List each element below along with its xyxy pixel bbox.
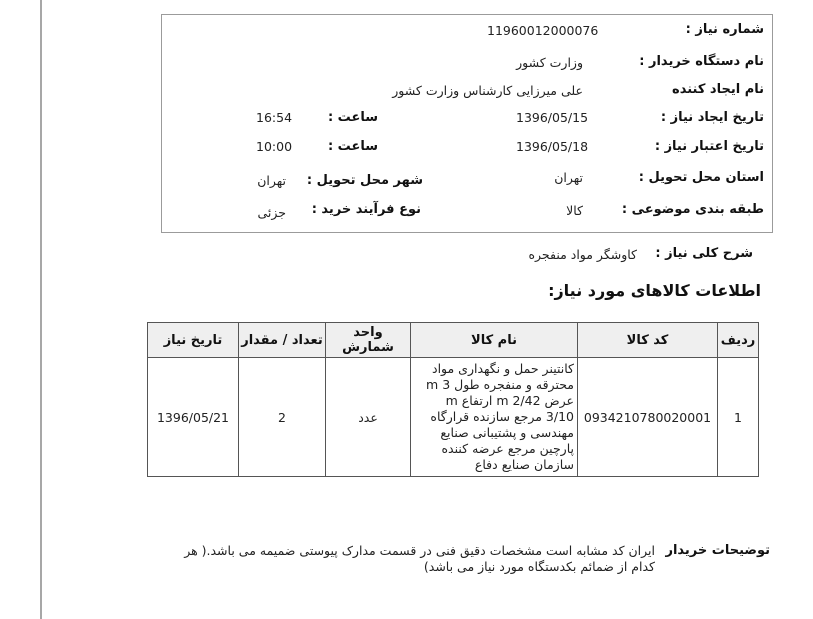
need-number-value: 11960012000076 [487,23,599,38]
create-time-label: ساعت : [327,110,378,125]
valid-time-value: 10:00 [256,139,293,154]
header-item-name: نام کالا [411,323,578,358]
process-value: جزئی [257,205,286,220]
city-label: شهر محل تحویل : [306,173,423,188]
buyer-org-label: نام دستگاه خریدار : [639,54,764,69]
create-date-label: تاریخ ایجاد نیاز : [660,110,764,125]
create-date-value: 1396/05/15 [516,110,589,125]
province-label: استان محل تحویل : [638,170,764,185]
creator-label: نام ایجاد کننده [672,82,764,97]
header-quantity: تعداد / مقدار [239,323,326,358]
items-table-header-row [148,323,759,358]
header-row-number: ردیف [718,323,759,358]
header-need-date: تاریخ نیاز [148,323,239,358]
cell-need-date: 1396/05/21 [148,358,239,477]
valid-time-label: ساعت : [327,139,378,154]
process-label: نوع فرآیند خرید : [311,202,421,217]
page-left-border [40,0,42,619]
create-time-value: 16:54 [256,110,293,125]
category-value: کالا [566,203,583,218]
items-table [147,322,759,477]
buyer-notes-text: ایران کد مشابه است مشخصات دقیق فنی در قسمت مدارک پیوستی ضمیمه می باشد.( هر کدام از ضمائم بکدستگاه مورد نیاز می باشد) [184,543,655,574]
need-number-label: شماره نیاز : [685,22,764,37]
items-section-title: اطلاعات کالاهای مورد نیاز: [548,281,761,300]
table-row [148,358,759,477]
cell-row-number: 1 [718,358,759,477]
cell-quantity: 2 [239,358,326,477]
header-item-code: کد کالا [578,323,718,358]
valid-date-value: 1396/05/18 [516,139,589,154]
cell-item-name: کانتینر حمل و نگهداری مواد محترقه و منفجره طول m 3 عرض m 2/42 ارتفاع m 3/10 مرجع سازنده قرارگاه مهندسی و پشتیبانی صنایع پارچین مرجع عرضه کننده سازمان صنایع دفاع [411,358,578,477]
buyer-org-value: وزارت کشور [516,55,583,70]
valid-date-label: تاریخ اعتبار نیاز : [654,139,764,154]
creator-value: علی میرزایی کارشناس وزارت کشور [392,83,583,98]
province-value: تهران [554,170,583,185]
cell-item-code: 0934210780020001 [578,358,718,477]
cell-unit: عدد [326,358,411,477]
buyer-notes-label: توضیحات خریدار [665,543,770,558]
summary-value: کاوشگر مواد منفجره [528,247,637,262]
header-unit: واحد شمارش [326,323,411,358]
summary-label: شرح کلی نیاز : [655,246,753,261]
city-value: تهران [257,173,286,188]
category-label: طبقه بندی موضوعی : [621,202,764,217]
